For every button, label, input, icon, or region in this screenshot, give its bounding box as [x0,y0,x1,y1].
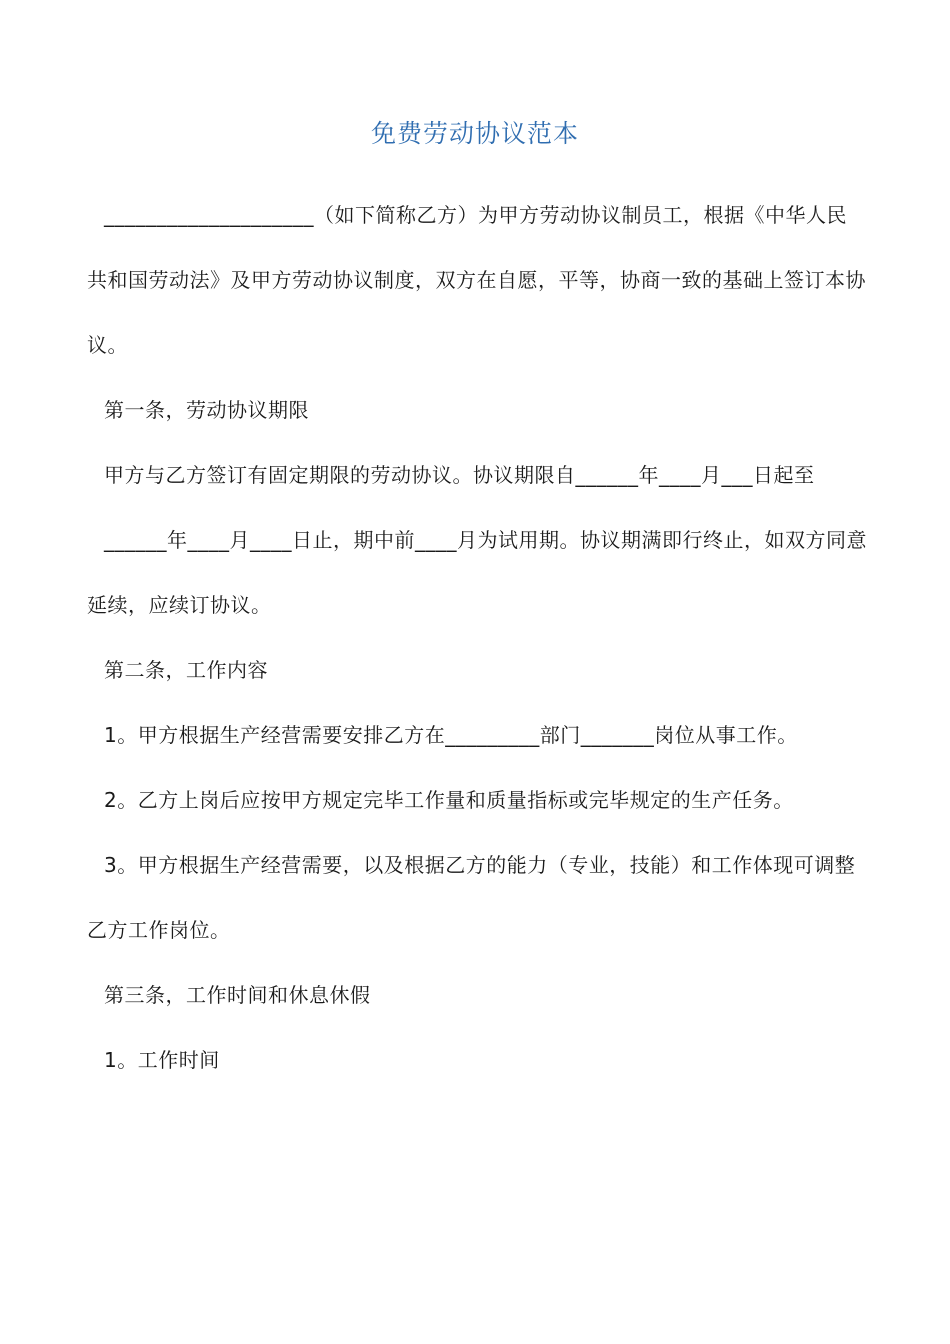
list-item-hours-1: 1。工作时间 [104,1048,220,1072]
document-body [87,183,867,1093]
paragraph-intro: ____________________（如下简称乙方）为甲方劳动协议制员工，根据《中华人民共和国劳动法》及甲方劳动协议制度，双方在自愿，平等，协商一致的基础上签订本协议。 [87,203,866,357]
paragraph-term-start: 甲方与乙方签订有固定期限的劳动协议。协议期限自______年____月___日起至 [104,463,815,487]
section-heading-2: 第二条，工作内容 [104,658,268,682]
list-item-work-2: 2。乙方上岗后应按甲方规定完毕工作量和质量指标或完毕规定的生产任务。 [104,788,794,812]
list-item-work-3: 3。甲方根据生产经营需要，以及根据乙方的能力（专业，技能）和工作体现可调整乙方工作岗位。 [87,853,856,942]
section-heading-1: 第一条，劳动协议期限 [104,398,309,422]
paragraph-term-end: ______年____月____日止，期中前____月为试用期。协议期满即行终止，如双方同意延续，应续订协议。 [87,528,867,617]
document-title: 免费劳动协议范本 [370,119,579,148]
section-heading-3: 第三条，工作时间和休息休假 [104,983,371,1007]
list-item-work-1: 1。甲方根据生产经营需要安排乙方在_________部门_______岗位从事工作。 [104,723,798,747]
